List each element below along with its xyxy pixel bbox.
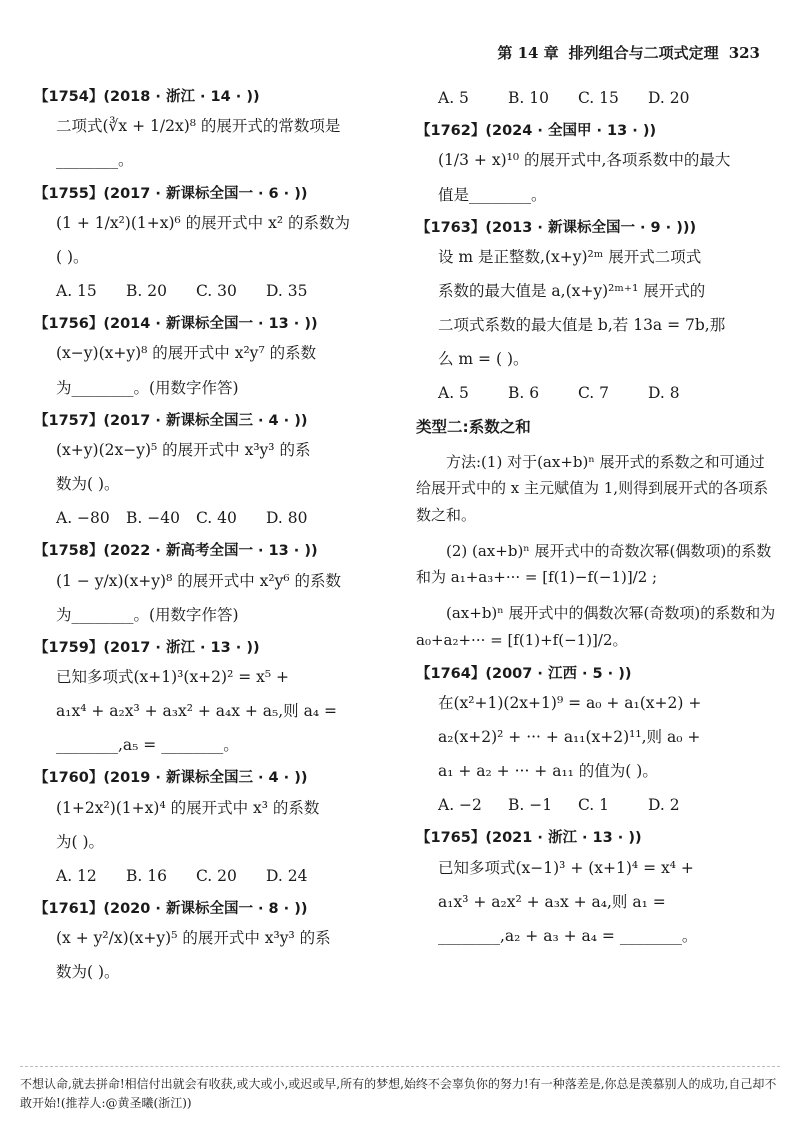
problem-body <box>34 796 389 854</box>
problem-body <box>34 114 389 172</box>
problem-line: a₁ + a₂ + ··· + a₁₁ 的值为( )。 <box>438 762 658 781</box>
page-header <box>497 42 760 63</box>
problem-line: (x + y²/x)(x+y)⁵ 的展开式中 x³y³ 的系 <box>56 929 331 948</box>
problem-line: 值是________。 <box>438 185 547 204</box>
problem-title: 【1762】(2024 · 全国甲 · 13 · )) <box>416 123 657 140</box>
answer-options <box>34 864 389 888</box>
answer-options <box>34 279 389 303</box>
problem-body <box>34 211 389 269</box>
problem <box>416 827 778 948</box>
answer-option: C. 40 <box>196 509 237 528</box>
problem-title: 【1765】(2021 · 浙江 · 13 · )) <box>416 830 642 847</box>
problem-line: 为________。(用数字作答) <box>56 605 239 624</box>
problem-body <box>416 148 778 206</box>
problem-line: 二项式系数的最大值是 b,若 13a = 7b,那 <box>438 316 726 335</box>
problem-title: 【1759】(2017 · 浙江 · 13 · )) <box>34 639 260 656</box>
problem-line: 系数的最大值是 a,(x+y)²ᵐ⁺¹ 展开式的 <box>438 282 706 300</box>
chapter-title: 排列组合与二项式定理 <box>568 44 719 62</box>
problem <box>34 313 389 400</box>
problem-line: 数为( )。 <box>56 475 120 493</box>
problem-line: 设 m 是正整数,(x+y)²ᵐ 展开式二项式 <box>438 247 702 266</box>
problem <box>416 663 778 818</box>
problem <box>34 540 389 627</box>
problem-body <box>34 926 389 984</box>
problem-title: 【1758】(2022 · 新高考全国一 · 13 · )) <box>34 543 318 560</box>
problem-line: 为________。(用数字作答) <box>56 378 239 397</box>
problem-body <box>34 438 389 496</box>
method-paragraph: (ax+b)ⁿ 展开式中的偶数次幂(奇数项)的系数和为 a₀+a₂+··· = [f(1)+f(−1)]/2。 <box>416 604 776 649</box>
method-paragraph: (2) (ax+b)ⁿ 展开式中的奇数次幂(偶数项)的系数和为 a₁+a₃+··· = [f(1)−f(−1)]/2 ; <box>416 541 772 587</box>
problem-line: (1 + 1/x²)(1+x)⁶ 的展开式中 x² 的系数为 <box>56 213 350 232</box>
answer-option: D. 80 <box>266 509 308 528</box>
chapter-label: 第 14 章 <box>497 44 559 62</box>
page-number: 323 <box>728 44 760 62</box>
problem-line: 已知多项式(x−1)³ + (x+1)⁴ = x⁴ + <box>438 858 694 877</box>
answer-option: C. 1 <box>578 796 610 815</box>
problem-body <box>34 569 389 627</box>
problem-line: (x−y)(x+y)⁸ 的展开式中 x²y⁷ 的系数 <box>56 344 317 363</box>
problem-title: 【1757】(2017 · 新课标全国三 · 4 · )) <box>34 412 308 429</box>
answer-option: A. −80 <box>56 509 110 528</box>
problem <box>34 637 389 758</box>
answer-option: B. 10 <box>508 89 549 107</box>
problem-line: ________。 <box>56 151 134 170</box>
answer-option: C. 7 <box>578 384 610 403</box>
problem-title: 【1761】(2020 · 新课标全国一 · 8 · )) <box>34 900 308 917</box>
problem-body <box>416 245 778 371</box>
answer-option: B. 20 <box>126 282 167 300</box>
problem <box>416 217 778 406</box>
right-column <box>416 86 778 958</box>
problem-title: 【1754】(2018 · 浙江 · 14 · )) <box>34 89 260 105</box>
problem-line: a₁x⁴ + a₂x³ + a₃x² + a₄x + a₅,则 a₄ = <box>56 702 337 721</box>
problem-body <box>416 856 778 948</box>
answer-option: D. 20 <box>648 89 690 107</box>
problem-title: 【1756】(2014 · 新课标全国一 · 13 · )) <box>34 316 318 333</box>
method-paragraph: 方法:(1) 对于(ax+b)ⁿ 展开式的系数之和可通过给展开式中的 x 主元赋值为 1,则得到展开式的各项系数之和。 <box>416 453 769 524</box>
answer-option: D. 2 <box>648 796 680 815</box>
problem-line: ________,a₅ = ________。 <box>56 736 239 755</box>
problem-line: 二项式(∛x + 1/2x)⁸ 的展开式的常数项是 <box>56 117 341 136</box>
method-block <box>416 449 778 653</box>
problem <box>34 767 389 888</box>
problem <box>34 410 389 531</box>
problem-line: a₁x³ + a₂x² + a₃x + a₄,则 a₁ = <box>438 892 666 911</box>
problem-line: 已知多项式(x+1)³(x+2)² = x⁵ + <box>56 668 290 686</box>
answer-option: C. 30 <box>196 282 237 300</box>
answer-options <box>416 381 778 405</box>
answer-option: A. 5 <box>438 89 469 107</box>
problem-line: 为( )。 <box>56 832 105 851</box>
answer-option: B. −40 <box>126 509 180 528</box>
answer-options <box>416 793 778 817</box>
problem <box>416 120 778 207</box>
answer-option: B. 16 <box>126 866 167 885</box>
answer-option: B. −1 <box>508 796 553 815</box>
answer-option: D. 8 <box>648 384 680 403</box>
problem-body <box>416 691 778 783</box>
answer-option: D. 35 <box>266 282 308 300</box>
left-column <box>34 86 389 994</box>
problem-line: (x+y)(2x−y)⁵ 的展开式中 x³y³ 的系 <box>56 440 311 459</box>
problem-title: 【1763】(2013 · 新课标全国一 · 9 · ))) <box>416 219 697 236</box>
section-title: 类型二:系数之和 <box>416 418 531 437</box>
problem <box>34 86 389 173</box>
problem-line: 么 m = ( )。 <box>438 350 529 369</box>
answer-options <box>34 506 389 530</box>
problem <box>34 898 389 985</box>
answer-option: C. 20 <box>196 866 237 885</box>
answer-option: A. 5 <box>438 384 469 403</box>
problem-line: 在(x²+1)(2x+1)⁹ = a₀ + a₁(x+2) + <box>438 694 702 713</box>
problem-line: (1/3 + x)¹⁰ 的展开式中,各项系数中的最大 <box>438 151 731 170</box>
answer-option: A. 15 <box>56 282 97 300</box>
answer-option: D. 24 <box>266 866 308 885</box>
problem-line: a₂(x+2)² + ··· + a₁₁(x+2)¹¹,则 a₀ + <box>438 728 701 747</box>
answer-option: A. −2 <box>438 796 482 815</box>
problem-title: 【1755】(2017 · 新课标全国一 · 6 · )) <box>34 185 308 202</box>
answer-option: C. 15 <box>578 89 619 107</box>
footer-quote: 不想认命,就去拼命!相信付出就会有收获,或大或小,或迟或早,所有的梦想,始终不会辜负你的努力!有一种落差是,你总是羡慕别人的成功,自己却不敢开始!(推荐人:@黄圣曦(浙江)) <box>20 1066 780 1113</box>
problem-line: (1 − y/x)(x+y)⁸ 的展开式中 x²y⁶ 的系数 <box>56 571 342 590</box>
answer-option: A. 12 <box>56 866 97 885</box>
problem-line: ________,a₂ + a₃ + a₄ = ________。 <box>438 926 698 945</box>
problem-title: 【1764】(2007 · 江西 · 5 · )) <box>416 665 632 682</box>
problem-body <box>34 341 389 399</box>
carryover-options <box>416 86 778 110</box>
problem-body <box>34 665 389 757</box>
problem-line: (1+2x²)(1+x)⁴ 的展开式中 x³ 的系数 <box>56 798 320 817</box>
problem-title: 【1760】(2019 · 新课标全国三 · 4 · )) <box>34 770 308 787</box>
problem-line: 数为( )。 <box>56 963 120 982</box>
answer-option: B. 6 <box>508 384 540 403</box>
problem-line: ( )。 <box>56 247 89 266</box>
problem <box>34 183 389 304</box>
